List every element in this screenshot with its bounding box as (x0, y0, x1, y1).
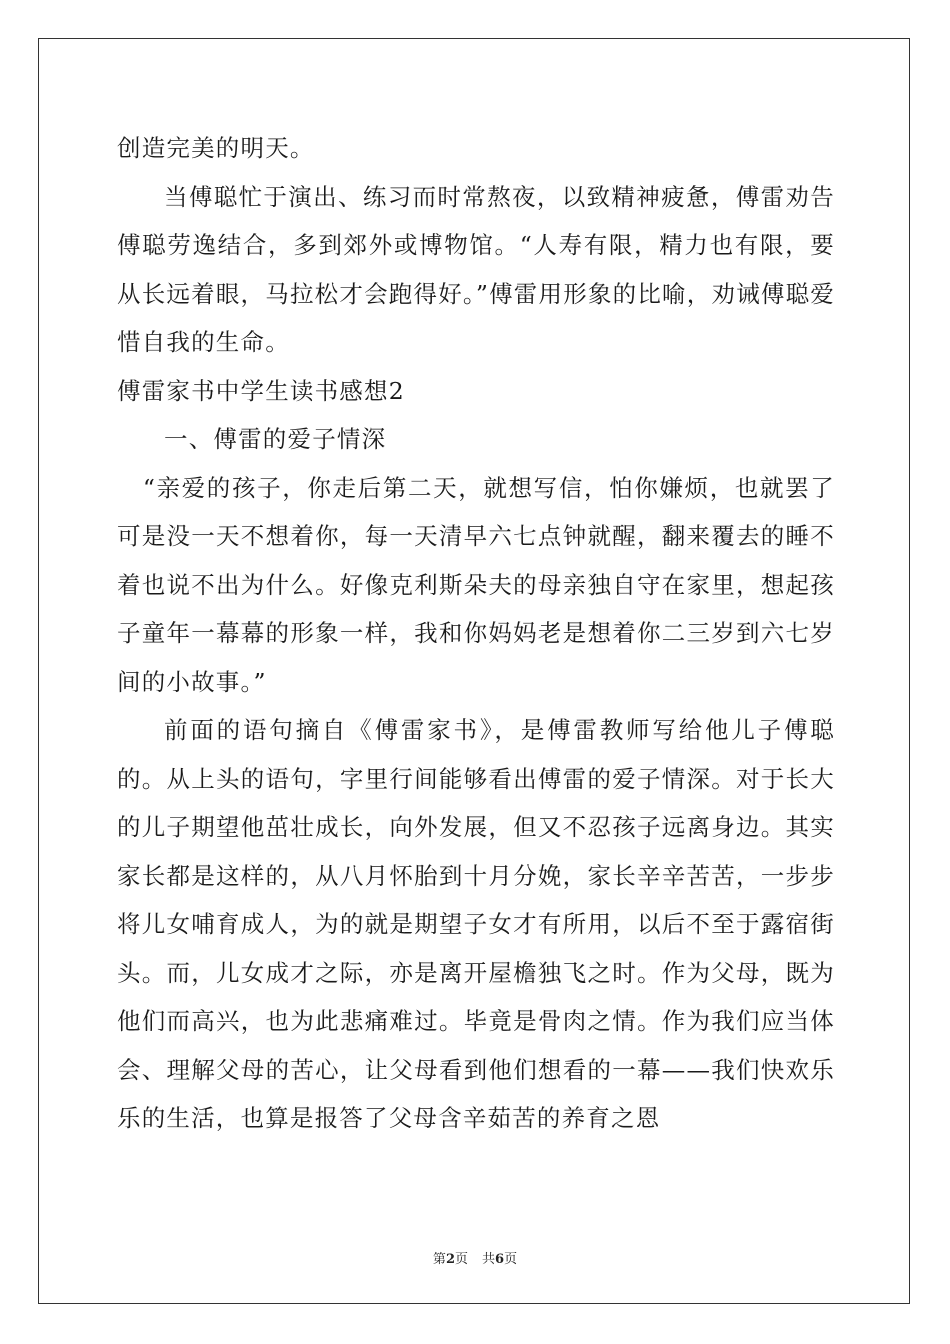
footer-total-prefix: 共 (482, 1252, 496, 1267)
paragraph-1: 创造完美的明天。 (117, 134, 315, 162)
paragraph-2: 当傅聪忙于演出、练习而时常熬夜，以致精神疲惫，傅雷劝告傅聪劳逸结合，多到郊外或博物馆。“人寿有限，精力也有限，要从长远着眼，马拉松才会跑得好。”傅雷用形象的比喻，劝诫傅聪爱惜自我的生命。 (117, 182, 835, 356)
subheading: 一、傅雷的爱子情深 (164, 425, 387, 453)
document-body (117, 124, 835, 1143)
footer-page-suffix: 页 (454, 1252, 468, 1267)
footer-page-prefix: 第 (432, 1252, 446, 1267)
footer-page-number: 2 (445, 1252, 455, 1267)
paragraph-quote: “亲爱的孩子，你走后第二天，就想写信，怕你嫌烦，也就罢了可是没一天不想着你，每一天清早六七点钟就醒，翻来覆去的睡不着也说不出为什么。好像克利斯朵夫的母亲独自守在家里，想起孩子童年一幕幕的形象一样，我和你妈妈老是想着你二三岁到六七岁间的小故事。” (117, 473, 835, 696)
paragraph-analysis: 前面的语句摘自《傅雷家书》，是傅雷教师写给他儿子傅聪的。从上头的语句，字里行间能够看出傅雷的爱子情深。对于长大的儿子期望他茁壮成长，向外发展，但又不忍孩子远离身边。其实家长都是这样的，从八月怀胎到十月分娩，家长辛辛苦苦，一步步将儿女哺育成人，为的就是期望子女才有所用，以后不至于露宿街头。而，儿女成才之际，亦是离开屋檐独飞之时。作为父母，既为他们而高兴，也为此悲痛难过。毕竟是骨肉之情。作为我们应当体会、理解父母的苦心，让父母看到他们想看的一幕——我们快欢乐乐的生活，也算是报答了父母含辛茹苦的养育之恩 (117, 716, 835, 1132)
section-heading: 傅雷家书中学生读书感想2 (117, 376, 405, 405)
footer-total-number: 6 (495, 1252, 505, 1267)
footer-total-suffix: 页 (504, 1252, 518, 1267)
page-footer (0, 1248, 950, 1267)
